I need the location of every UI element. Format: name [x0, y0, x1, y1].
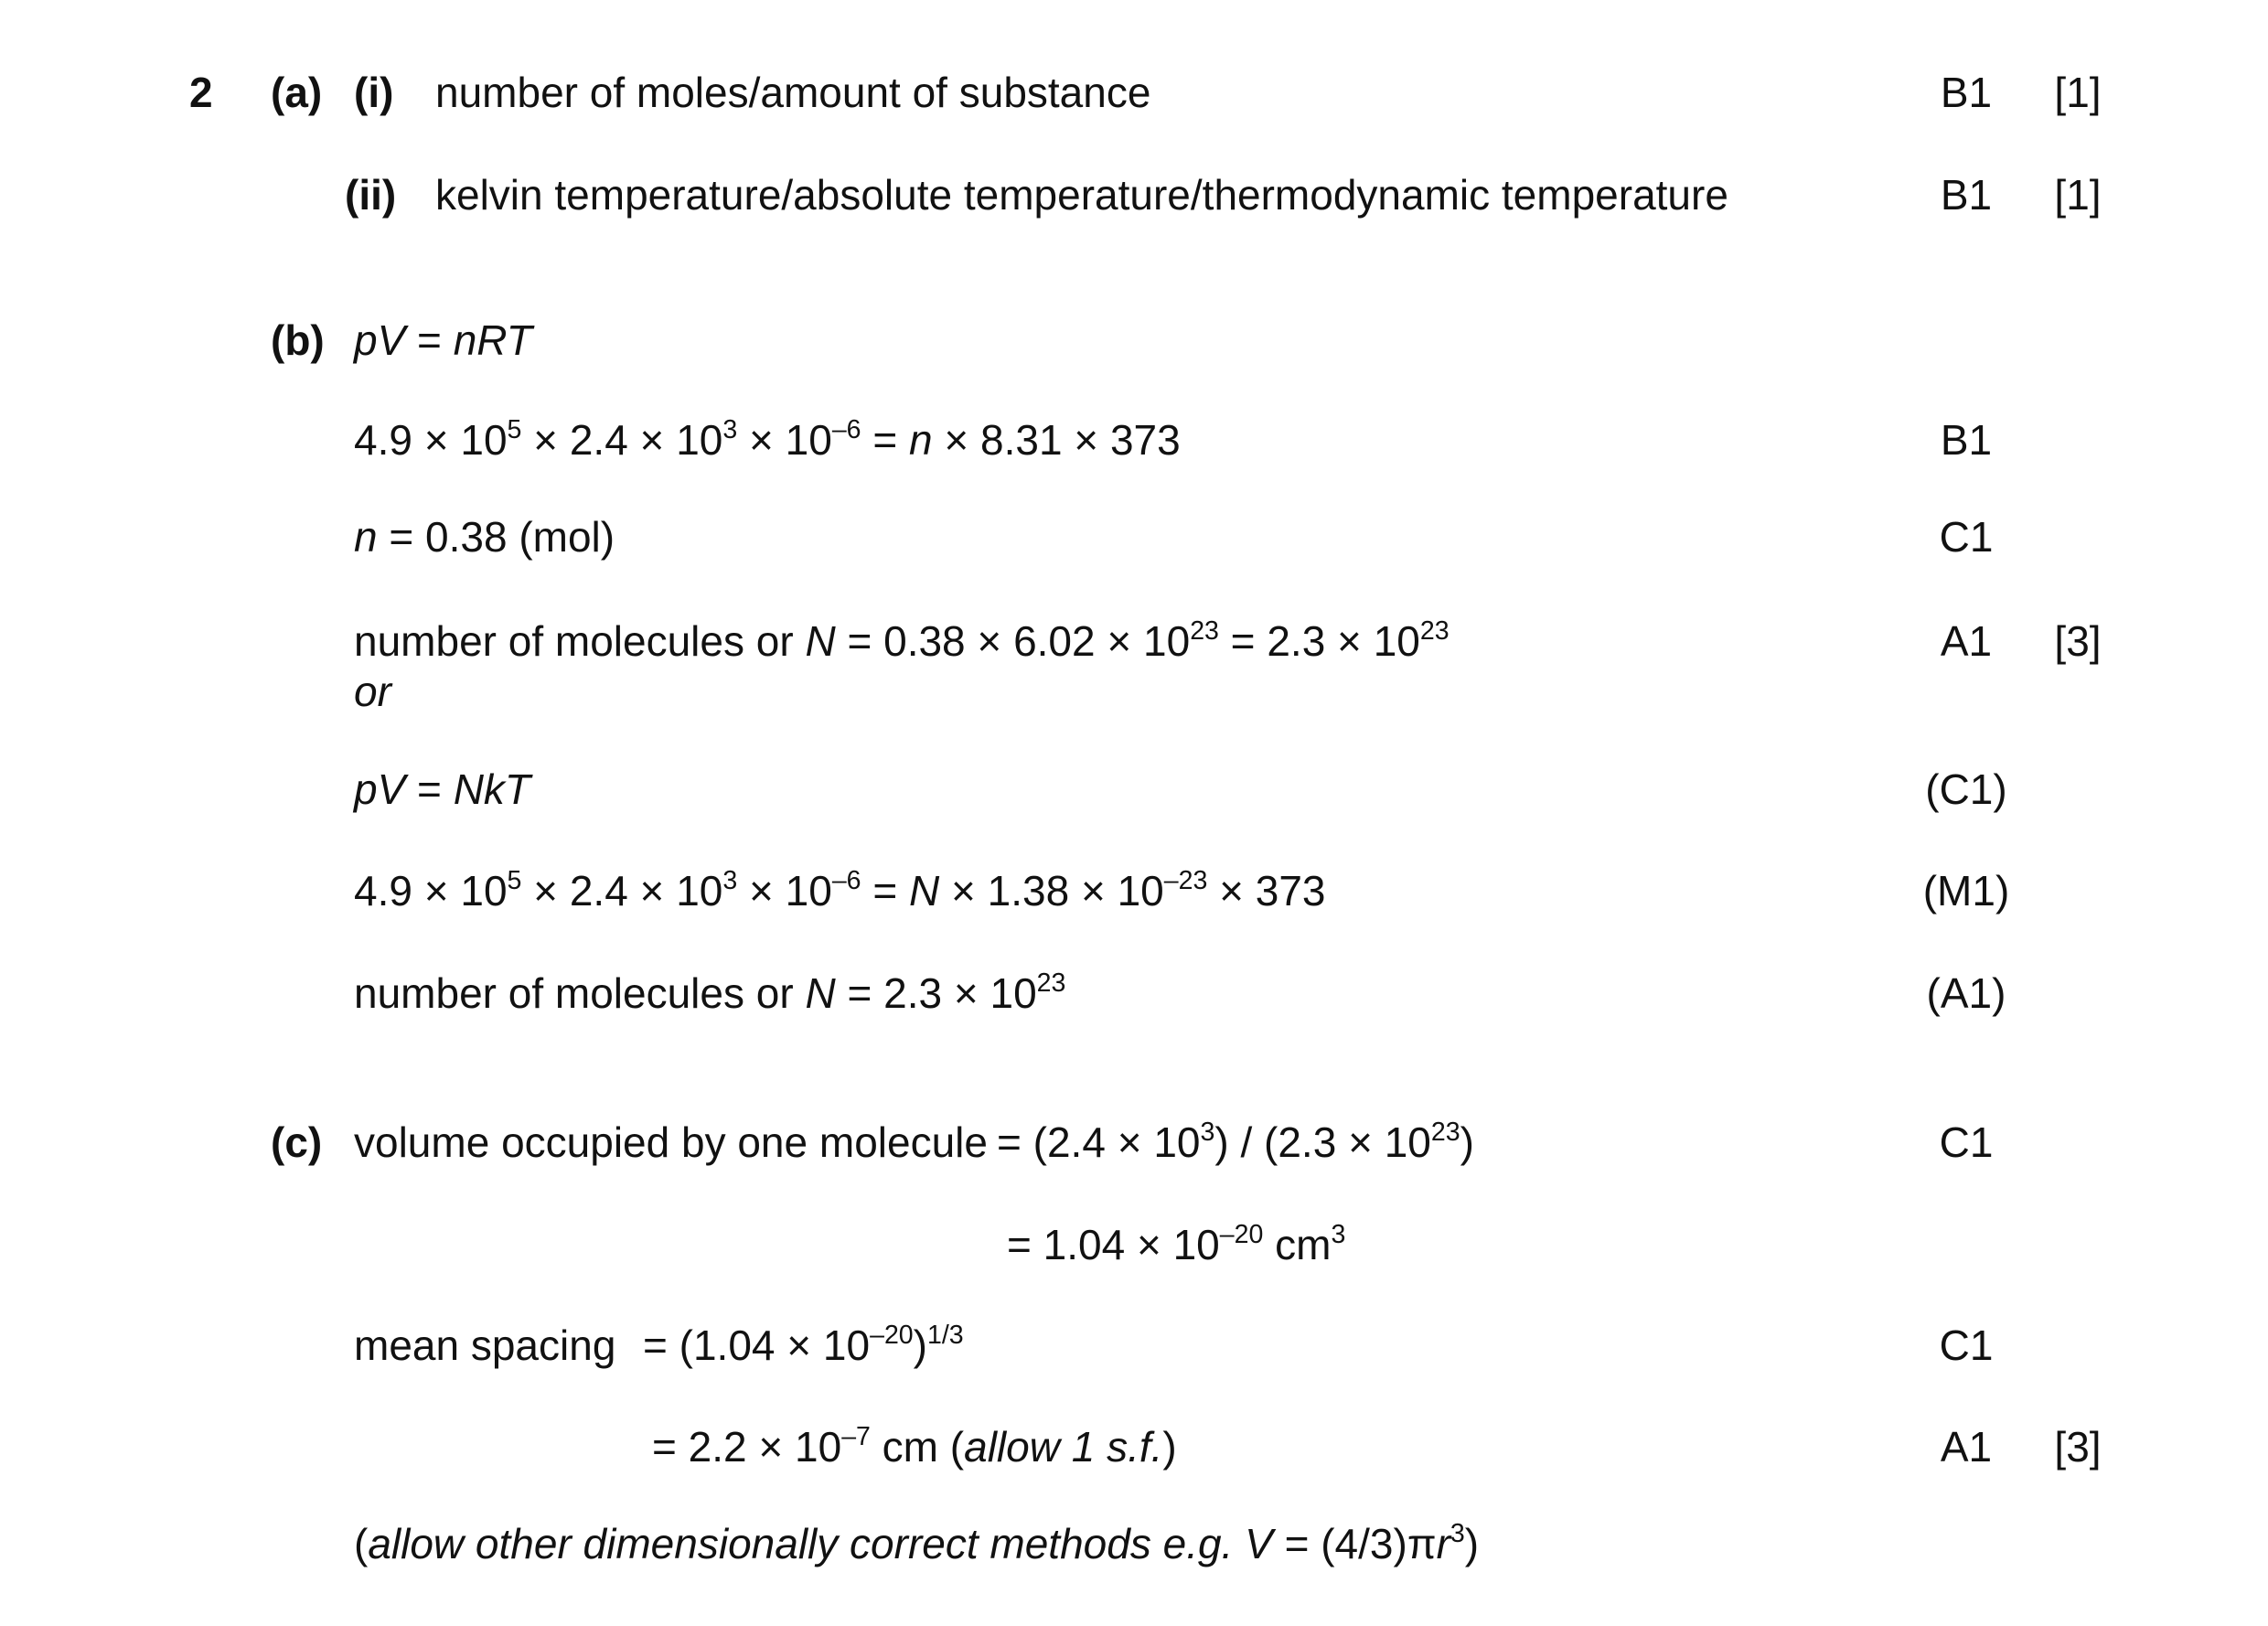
part-a-ii-total: [1] — [2054, 171, 2102, 219]
part-c-volume-label: volume occupied by one molecule — [354, 1118, 988, 1166]
part-a-i-mark: B1 — [1940, 69, 1993, 116]
part-b-number-of-molecules-mark: A1 — [1940, 617, 1993, 665]
part-c-spacing-result-mark: A1 — [1940, 1423, 1993, 1471]
part-b-total: [3] — [2054, 617, 2102, 665]
part-b-label: (b) — [271, 316, 325, 364]
part-a-i-label: (i) — [354, 69, 394, 116]
part-c-volume-result: = $1.04 \times 10^{-20}$ $cm^3$ — [1007, 1220, 1346, 1268]
part-b-substitution-mark: B1 — [1940, 416, 1993, 464]
part-a-label: (a) — [271, 69, 323, 116]
part-c-volume-mark: C1 — [1939, 1118, 1994, 1166]
part-b-alt-number-of-molecules-mark: (A1) — [1926, 969, 2006, 1017]
part-b-moles-mark: C1 — [1939, 513, 1994, 561]
part-b-alt-number-of-molecules: number of molecules or $N = 2.3 \times 10^{23}$ — [354, 968, 1066, 1017]
part-a-i-text: number of moles/amount of substance — [435, 69, 1151, 116]
part-c-total: [3] — [2054, 1423, 2102, 1471]
part-c-spacing-result: = $2.2 \times 10^{-7}$ cm (allow 1 s.f.) — [652, 1422, 1177, 1471]
part-c-label: (c) — [271, 1118, 323, 1166]
part-c-note: (allow other dimensionally correct methods e.g. $V = (4/3)\pi r^3$) — [354, 1519, 1480, 1567]
part-c-spacing-label: mean spacing — [354, 1321, 616, 1369]
part-c-volume-expression: = $(2.4 \times 10^3) / (2.3 \times 10^{23})$ — [997, 1118, 1474, 1166]
part-b-moles: n = 0.38 (mol) — [354, 513, 615, 561]
part-a-i-total: [1] — [2054, 69, 2102, 116]
part-c-spacing-mark: C1 — [1939, 1321, 1994, 1369]
part-b-substitution: $4.9 \times 10^5 \times 2.4 \times 10^3 \times 10^{-6} = n \times 8.31 \times 373$ — [354, 415, 1181, 464]
part-a-ii-mark: B1 — [1940, 171, 1993, 219]
part-b-alt-substitution-mark: (M1) — [1922, 867, 2010, 915]
part-b-equation-ideal-gas: pV = nRT — [354, 316, 532, 364]
part-a-ii-label: (ii) — [345, 171, 397, 219]
part-b-alt-equation: pV = NkT — [354, 765, 531, 813]
part-a-ii-text: kelvin temperature/absolute temperature/thermodynamic temperature — [435, 171, 1728, 219]
part-b-alt-substitution: $4.9 \times 10^5 \times 2.4 \times 10^3 \times 10^{-6} = N \times 1.38 \times 10^{-23} \times 373$ — [354, 866, 1326, 915]
question-number: 2 — [189, 69, 213, 116]
part-b-number-of-molecules: number of molecules or $N = 0.38 \times 6.02 \times 10^{23} = 2.3 \times 10^{23}$ — [354, 616, 1450, 665]
part-b-alt-equation-mark: (C1) — [1925, 765, 2007, 813]
part-c-spacing-expression: = $(1.04 \times 10^{-20})^{1/3}$ — [643, 1321, 964, 1369]
part-b-or: or — [354, 668, 391, 715]
